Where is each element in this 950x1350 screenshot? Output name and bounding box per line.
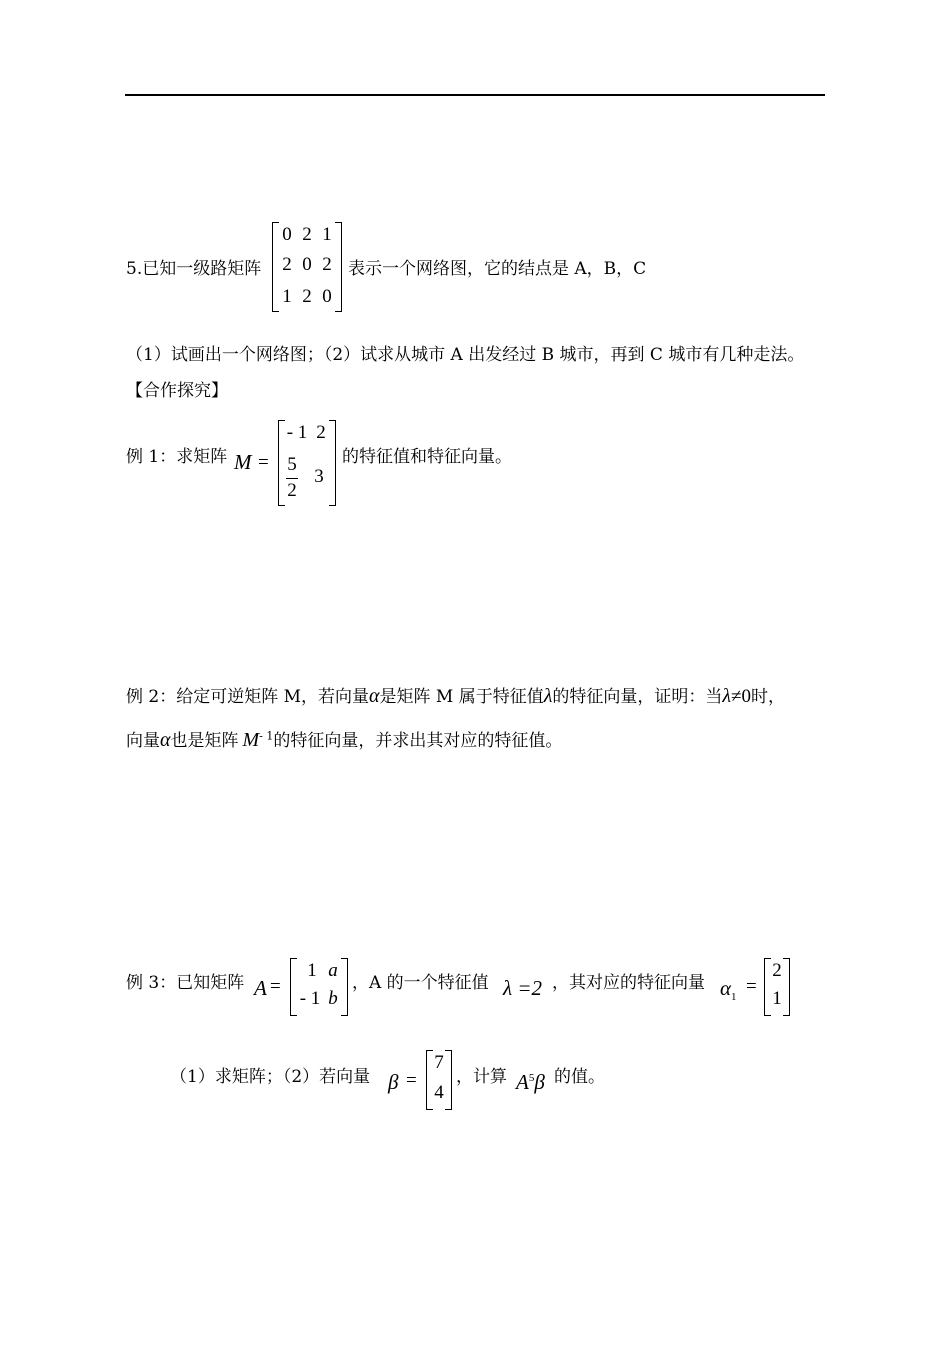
text: 的特征向量，并求出其对应的特征值。 [273,731,563,751]
example3-matrix [290,958,348,1016]
neq-zero: ≠0 [731,686,752,707]
matrix-cell: 0 [282,224,292,245]
inverse-exponent: - 1 [259,729,274,743]
section-heading: 【合作探究】 [126,381,228,401]
problem5-line2: （1）试画出一个网络图；（2）试求从城市 A 出发经过 B 城市，再到 C 城市有几种走法。 [126,345,805,365]
matrix-cell: 3 [314,466,324,487]
example1-prefix: 例 1：求矩阵 [126,447,228,467]
vector-cell: 2 [772,960,782,981]
matrix-cell: 2 [322,254,332,275]
matrix-cell: 0 [322,286,332,307]
matrix-symbol: M [242,729,260,751]
matrix-cell: 2 [302,286,312,307]
example1-var: M [234,450,252,474]
matrix-cell: 1 [282,286,292,307]
vector-cell: 1 [772,988,782,1009]
example3-eq: = [270,976,281,997]
beta-symbol: β [388,1070,399,1094]
example1-suffix: 的特征值和特征向量。 [342,447,512,467]
example2-line1 [126,682,785,708]
example3-mid2: ，其对应的特征向量 [552,973,705,993]
text: 向量 [126,731,160,751]
matrix-cell: 0 [302,254,312,275]
vector-cell: 7 [434,1052,444,1073]
alpha1-symbol [720,976,737,1003]
matrix-cell: 2 [302,224,312,245]
vector-cell: 4 [434,1082,444,1103]
matrix-cell: a [328,960,338,981]
example3-line2-prefix: （1）求矩阵；（2）若向量 [170,1067,371,1087]
alpha-symbol: α [720,976,732,1000]
matrix-symbol: A [516,1070,529,1094]
matrix-cell: 2 [282,254,292,275]
matrix-cell: - 1 [299,988,321,1009]
example3-line2-suffix: 的值。 [554,1067,605,1087]
matrix-cell: 2 [316,422,326,443]
A-power-beta [516,1070,545,1095]
alpha-subscript: 1 [731,991,737,1004]
beta-symbol: β [534,1070,545,1094]
example1-eq: = [258,452,269,473]
fraction-numerator: 5 [287,454,297,475]
lambda-symbol: λ [543,685,553,707]
example3-mid1: ，A 的一个特征值 [352,973,489,993]
example2-line2 [126,726,562,752]
text: 例 2：给定可逆矩阵 M，若向量 [126,687,370,707]
problem5-matrix [272,222,342,312]
lambda-symbol: λ [722,685,732,707]
example3-line2-mid: ，计算 [456,1067,507,1087]
matrix-cell: - 1 [286,422,308,443]
matrix-cell: b [328,988,338,1009]
example3-eq2: = [746,976,757,997]
matrix-cell: 1 [322,224,332,245]
problem5-suffix: 表示一个网络图，它的结点是 A，B，C [348,259,647,279]
fraction-bar [286,478,298,479]
text: 是矩阵 M 属于特征值 [379,687,544,707]
problem5-prefix: 5.已知一级路矩阵 [126,259,262,279]
example1-matrix [278,420,336,506]
alpha-symbol: α [160,729,171,751]
example3-var: A [254,976,267,1000]
example3-prefix: 例 3：已知矩阵 [126,973,245,993]
exponent: 5 [528,1072,535,1084]
text: 的特征向量，证明：当 [552,687,723,707]
example3-vector1 [764,958,790,1016]
header-rule [125,94,825,96]
alpha-symbol: α [369,685,380,707]
text: 也是矩阵 [170,731,239,751]
example3-eq3: = [406,1070,417,1091]
example3-vector2 [426,1050,452,1110]
matrix-cell: 1 [307,960,317,981]
fraction-denominator: 2 [287,480,297,501]
example3-lambda-expr: λ =2 [503,976,543,1000]
text: 时， [751,687,786,707]
